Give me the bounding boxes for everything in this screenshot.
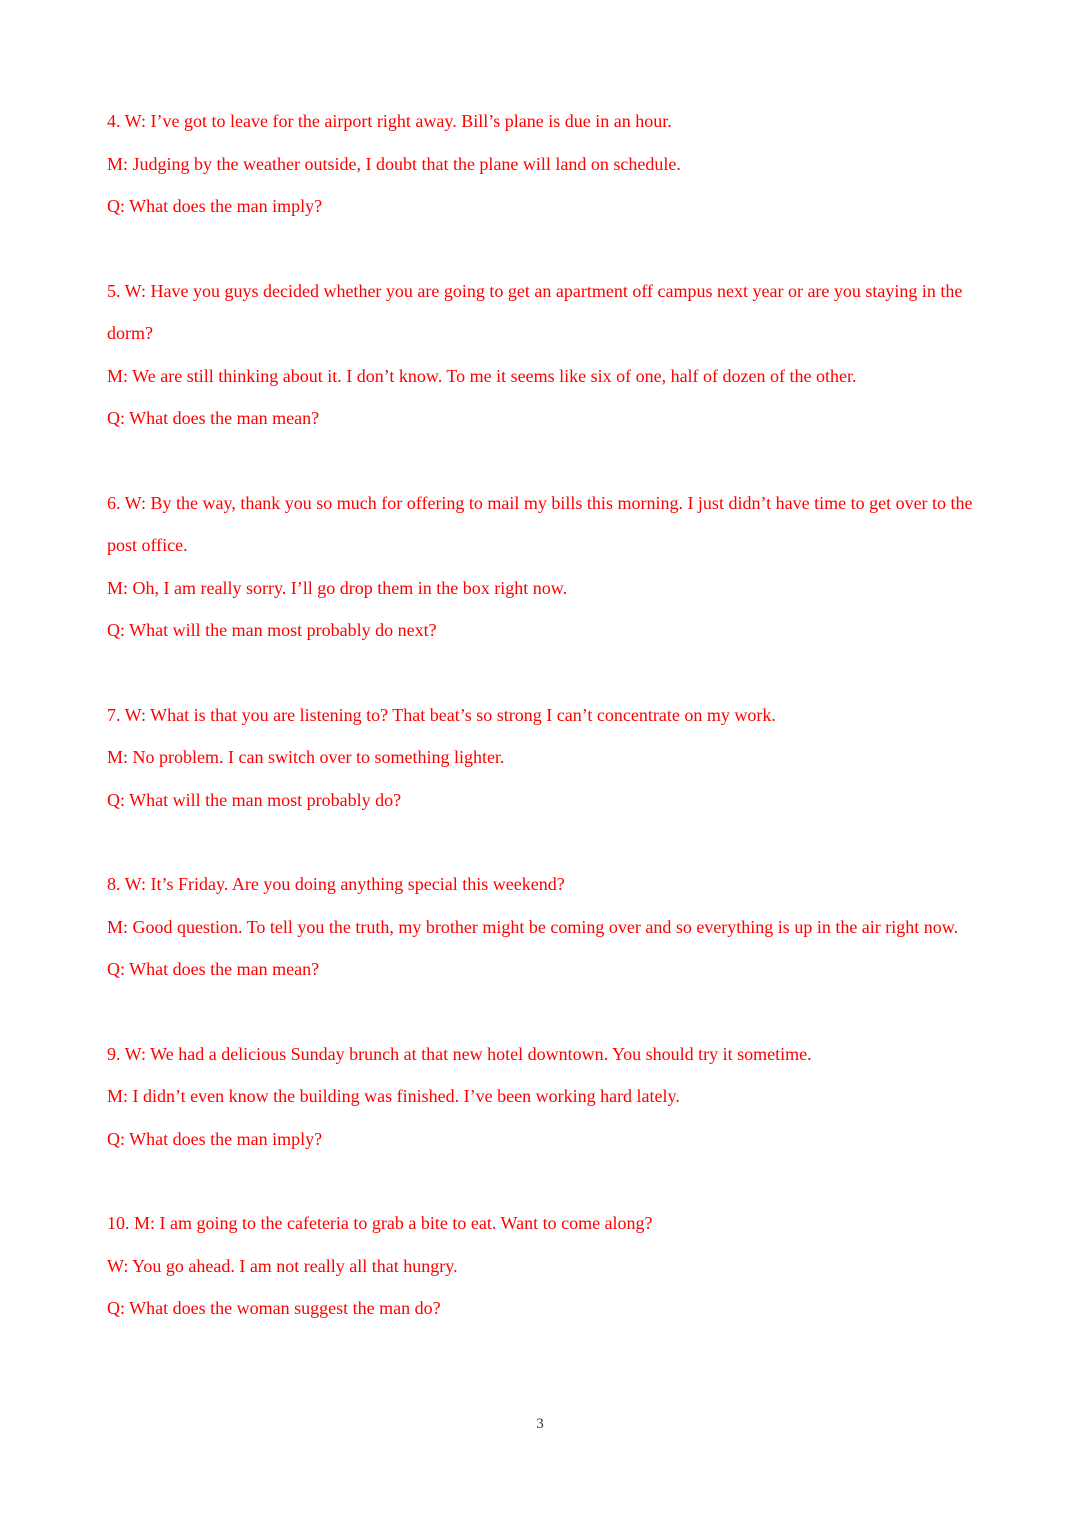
dialogue-item-10 xyxy=(107,1202,987,1330)
dialogue-line: 5. W: Have you guys decided whether you are going to get an apartment off campus next year or are you staying in the dorm? xyxy=(107,280,963,343)
question-line: Q: What does the man imply? xyxy=(107,1128,323,1149)
dialogue-item-5 xyxy=(107,270,987,440)
question-line: Q: What does the woman suggest the man do? xyxy=(107,1298,441,1318)
dialogue-line: 6. W: By the way, thank you so much for offering to mail my bills this morning. I just didn’t have time to get over to the post office. xyxy=(107,492,973,555)
dialogue-line: M: We are still thinking about it. I don’t know. To me it seems like six of one, half of dozen of the other. xyxy=(107,365,857,386)
dialogue-line: 9. W: We had a delicious Sunday brunch at that new hotel downtown. You should try it sometime. xyxy=(107,1043,812,1064)
dialogue-item-4 xyxy=(107,100,987,228)
page-number: 3 xyxy=(536,1416,544,1432)
question-line: Q: What does the man mean? xyxy=(107,408,320,428)
dialogue-line: 8. W: It’s Friday. Are you doing anything special this weekend? xyxy=(107,874,565,894)
question-line: Q: What will the man most probably do? xyxy=(107,789,402,810)
question-line: Q: What will the man most probably do next? xyxy=(107,620,437,640)
dialogue-line: M: No problem. I can switch over to something lighter. xyxy=(107,747,505,767)
dialogue-line: M: Good question. To tell you the truth, my brother might be coming over and so everything is up in the air right now. xyxy=(107,916,959,937)
dialogue-line: M: Oh, I am really sorry. I’ll go drop them in the box right now. xyxy=(107,577,568,598)
dialogue-line: 4. W: I’ve got to leave for the airport right away. Bill’s plane is due in an hour. xyxy=(107,111,672,131)
dialogue-item-7 xyxy=(107,694,987,822)
dialogue-item-6 xyxy=(107,482,987,652)
dialogue-line: M: Judging by the weather outside, I doubt that the plane will land on schedule. xyxy=(107,153,681,174)
dialogue-list xyxy=(107,100,987,1372)
dialogue-item-8 xyxy=(107,863,987,991)
dialogue-line: M: I didn’t even know the building was finished. I’ve been working hard lately. xyxy=(107,1086,680,1106)
question-line: Q: What does the man imply? xyxy=(107,196,323,216)
dialogue-line: 7. W: What is that you are listening to? That beat’s so strong I can’t concentrate on my work. xyxy=(107,704,776,725)
dialogue-line: W: You go ahead. I am not really all that hungry. xyxy=(107,1255,458,1276)
dialogue-item-9 xyxy=(107,1033,987,1161)
dialogue-line: 10. M: I am going to the cafeteria to grab a bite to eat. Want to come along? xyxy=(107,1213,653,1233)
question-line: Q: What does the man mean? xyxy=(107,959,320,979)
